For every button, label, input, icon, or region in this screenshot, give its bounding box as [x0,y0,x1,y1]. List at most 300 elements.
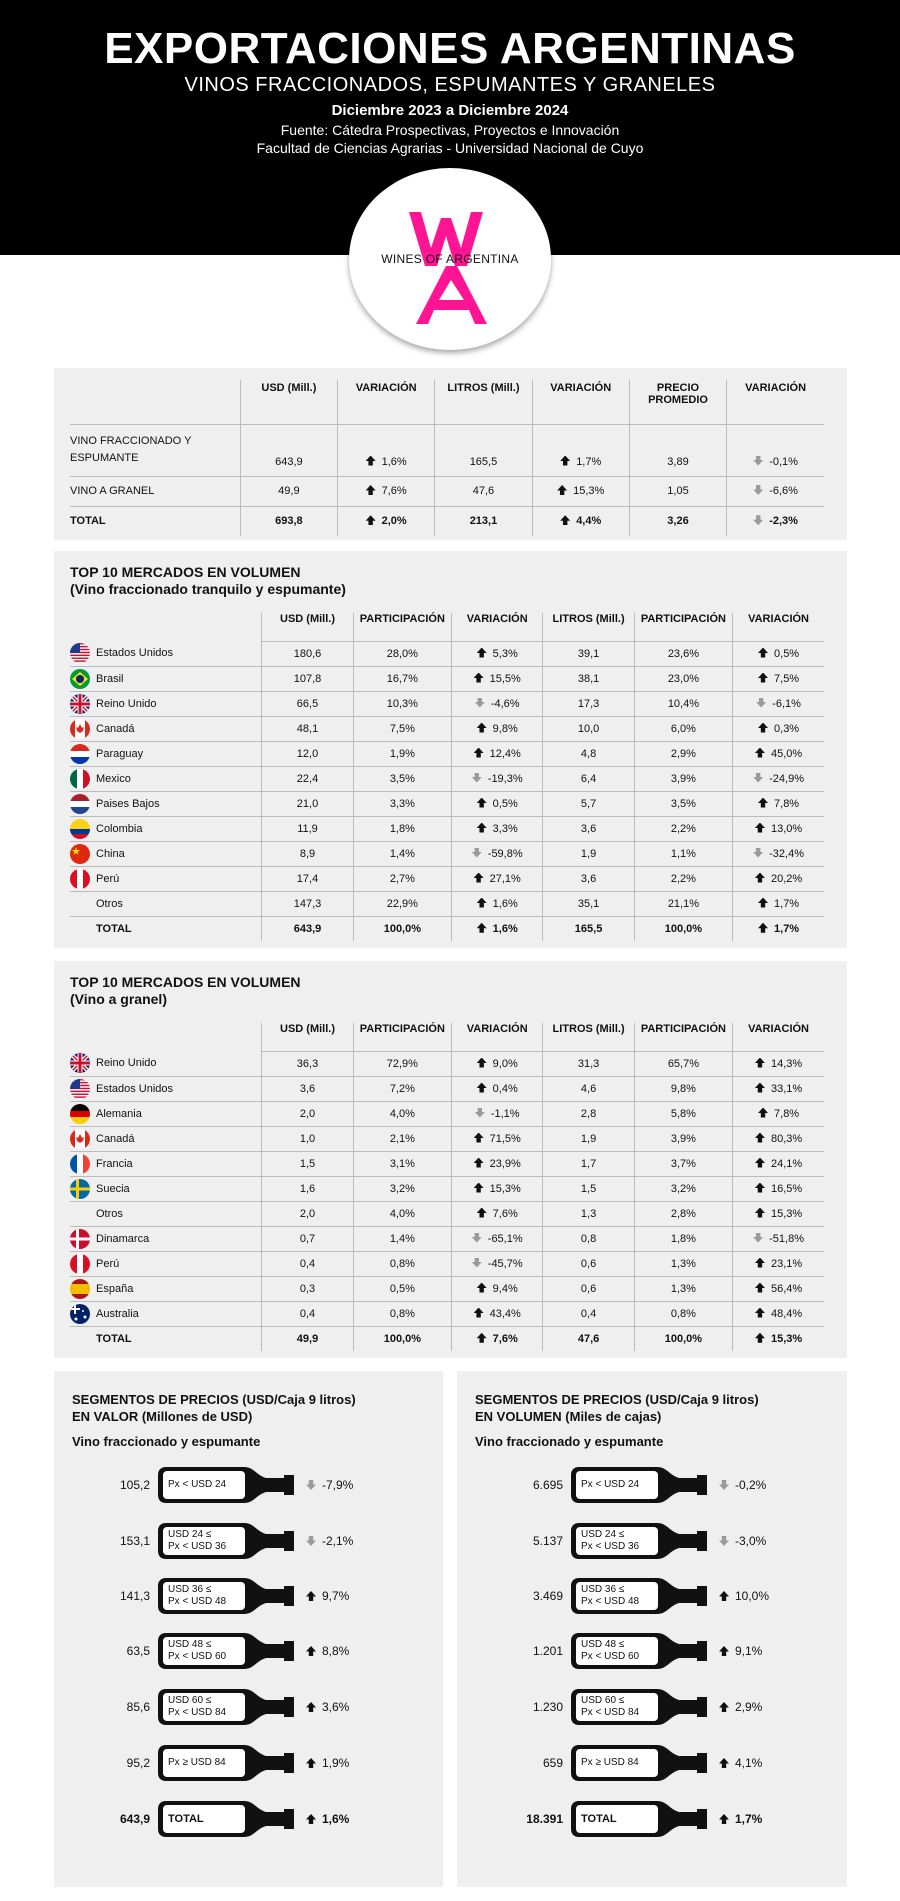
table-cell: 0,8% [353,1251,451,1276]
arrow-up-icon [755,1058,765,1068]
variation-value: 7,6% [381,485,407,497]
segment-row [457,1467,847,1503]
variation-value: -24,9% [769,772,804,785]
table-cell: 2,7% [353,866,451,891]
segment-label [168,1689,226,1725]
segment-label-text [581,1757,639,1769]
segment-variation-value: -0,2% [735,1478,767,1492]
variation-value: 1,6% [381,455,407,468]
arrow-up-icon [719,1646,729,1656]
variation-value: 1,6% [492,897,518,910]
period-label: Diciembre 2023 a Diciembre 2024 [331,102,569,119]
source-line-1: Fuente: Cátedra Prospectivas, Proyectos e Innovación [280,122,620,138]
arrow-up-icon [719,1591,729,1601]
country-cell [70,716,262,741]
summary-cell [727,476,824,506]
segment-bottle [158,1633,294,1669]
gb-flag-icon [70,694,90,714]
arrow-up-icon [755,873,765,883]
segment-label-line2: Px < USD 60 [168,1651,227,1662]
segment-variation [719,1534,766,1548]
pe-flag-icon [70,869,90,889]
table-cell [733,1201,824,1226]
column-header: PARTICIPACIÓN [353,1023,451,1051]
country-cell [70,1151,262,1176]
variation-value: 0,5% [492,797,518,810]
table-cell: 2,2% [634,866,732,891]
arrow-up-icon [758,1108,768,1118]
arrow-up-icon [755,748,765,758]
summary-cell [532,476,629,506]
table-cell: 4,0% [353,1201,451,1226]
table-cell: 0,7 [262,1226,353,1251]
segment-label [168,1523,226,1559]
segment-bottle [571,1689,707,1725]
segment-value: 659 [542,1756,563,1770]
country-name: Alemania [96,1107,142,1120]
table-cell [733,1101,824,1126]
arrow-up-icon [474,748,484,758]
pe-flag-icon [70,1254,90,1274]
summary-table [70,380,824,536]
segment-label-text [581,1639,639,1663]
arrow-up-icon [560,456,570,466]
granel-header-row [70,1023,824,1051]
segment-label [581,1801,617,1837]
table-cell [733,841,824,866]
arrow-up-icon [758,723,768,733]
table-cell: 23,0% [634,666,732,691]
table-cell [733,1226,824,1251]
arrow-down-icon [306,1480,316,1490]
nl-flag-icon [70,794,90,814]
country-cell [70,791,262,816]
summary-header-row [70,380,824,424]
segment-variation [306,1589,349,1603]
segment-label-line1: TOTAL [168,1813,204,1825]
arrow-up-icon [474,673,484,683]
table-cell: 3,2% [634,1176,732,1201]
table-cell: 5,7 [543,791,634,816]
segment-variation [719,1478,766,1492]
segment-label-text [581,1529,639,1553]
variation-value: 15,3% [770,1207,803,1220]
table-cell [452,1076,543,1101]
segment-row [54,1633,443,1669]
summary-cell [532,424,629,476]
arrow-up-icon [477,648,487,658]
variation-value: -51,8% [769,1232,804,1245]
flag-placeholder [70,894,90,914]
table-cell [733,791,824,816]
flag-placeholder [70,1204,90,1224]
segment-row [457,1745,847,1781]
segment-value: 153,1 [119,1534,150,1548]
table-cell: 1,6 [262,1176,353,1201]
summary-row-label: VINO A GRANEL [70,476,240,506]
arrow-up-icon [755,1133,765,1143]
segment-row [54,1578,443,1614]
table-cell [733,1051,824,1076]
segment-label-line2: Px < USD 48 [168,1596,227,1607]
arrow-up-icon [477,823,487,833]
table-cell [452,1201,543,1226]
variation-value: 1,6% [492,922,518,935]
variation-value: 9,4% [492,1282,518,1295]
table-row [70,641,824,666]
segment-label [168,1801,204,1837]
fraccionado-table [70,613,824,941]
segment-bottle [158,1689,294,1725]
arrow-up-icon [477,1083,487,1093]
variation-value: 9,8% [492,722,518,735]
summary-cell: 47,6 [435,476,532,506]
segment-label [581,1689,639,1725]
summary-panel [54,368,847,540]
arrow-down-icon [472,1233,482,1243]
country-cell [70,691,262,716]
segment-bottle [158,1578,294,1614]
table-row [70,791,824,816]
column-header: VARIACIÓN [733,613,824,641]
country-name: Colombia [96,822,143,835]
table-cell [452,766,543,791]
segments-value-panel [54,1371,443,1887]
arrow-up-icon [477,723,487,733]
segment-value: 3.469 [532,1589,563,1603]
table-cell: 28,0% [353,641,451,666]
table-cell: 165,5 [543,916,634,941]
fraccionado-title: TOP 10 MERCADOS EN VOLUMEN (Vino fraccionado tranquilo y espumante) [70,564,346,597]
segment-row [54,1801,443,1837]
table-cell [733,866,824,891]
table-row [70,1326,824,1351]
variation-value: 15,3% [573,485,605,497]
country-name: Perú [96,1257,120,1270]
table-cell [733,1251,824,1276]
table-row [70,1076,824,1101]
table-cell: 0,4 [262,1251,353,1276]
segment-bottle [571,1578,707,1614]
segment-label-line1: USD 60 ≤ [581,1695,625,1706]
table-cell: 22,9% [353,891,451,916]
table-cell: 21,1% [634,891,732,916]
country-cell [70,1326,262,1351]
variation-value: 15,5% [489,672,521,685]
variation-value: 7,6% [492,1332,518,1345]
segment-label-line1: USD 48 ≤ [168,1639,212,1650]
table-cell: 3,6 [543,866,634,891]
arrow-up-icon [474,1308,484,1318]
segment-bottle [158,1467,294,1503]
wines-of-argentina-logo [349,168,551,350]
arrow-up-icon [366,515,376,525]
segment-label [581,1578,639,1614]
cn-flag-icon [70,844,90,864]
arrow-up-icon [306,1646,316,1656]
segment-row [457,1523,847,1559]
table-cell: 0,6 [543,1276,634,1301]
table-cell: 16,7% [353,666,451,691]
table-row [70,1201,824,1226]
country-name: Perú [96,872,120,885]
segment-variation-value: 3,6% [322,1700,350,1714]
variation-value: 14,3% [770,1057,803,1070]
table-cell: 12,0 [262,741,353,766]
table-cell: 3,6 [262,1076,353,1101]
segment-label-text [168,1757,226,1769]
country-name: Paises Bajos [96,797,160,810]
table-cell: 0,6 [543,1251,634,1276]
arrow-up-icon [366,485,376,495]
arrow-up-icon [755,823,765,833]
table-cell: 0,8% [353,1301,451,1326]
segment-label-line1: Px < USD 24 [168,1479,227,1490]
table-cell: 3,3% [353,791,451,816]
table-row [70,766,824,791]
arrow-up-icon [306,1758,316,1768]
segment-variation [306,1756,349,1770]
segment-label [168,1745,226,1781]
country-name: Francia [96,1157,133,1170]
table-cell [733,1326,824,1351]
table-cell: 100,0% [353,1326,451,1351]
dk-flag-icon [70,1229,90,1249]
header-empty [70,1023,262,1051]
column-header: VARIACIÓN [733,1023,824,1051]
country-cell [70,866,262,891]
table-cell: 1,3% [634,1251,732,1276]
table-row [70,891,824,916]
flag-placeholder [70,919,90,939]
segment-bottle [158,1745,294,1781]
segment-label-text [168,1813,204,1825]
table-cell [452,1301,543,1326]
table-cell: 0,5% [353,1276,451,1301]
segment-variation [306,1534,353,1548]
variation-value: -19,3% [487,772,523,785]
table-cell: 23,6% [634,641,732,666]
column-header: VARIACIÓN [452,613,543,641]
table-cell [452,1151,543,1176]
arrow-up-icon [758,898,768,908]
logo-text: WINES OF ARGENTINA [381,252,519,266]
arrow-up-icon [719,1758,729,1768]
table-cell: 10,3% [353,691,451,716]
variation-value: 4,4% [576,515,602,528]
br-flag-icon [70,669,90,689]
segment-label-text [168,1529,226,1553]
variation-value: -1,1% [490,1107,520,1120]
table-cell [452,1326,543,1351]
country-name: Canadá [96,722,135,735]
variation-value: 24,1% [770,1157,803,1170]
arrow-up-icon [755,1208,765,1218]
ca-flag-icon [70,1129,90,1149]
table-cell: 1,9% [353,741,451,766]
segment-variation-value: 10,0% [735,1589,770,1603]
summary-cell [532,506,629,536]
segment-variation-value: 8,8% [322,1644,350,1658]
table-cell: 72,9% [353,1051,451,1076]
table-cell: 49,9 [262,1326,353,1351]
segment-label [581,1467,639,1503]
country-name: China [96,847,125,860]
segment-value: 6.695 [532,1478,563,1492]
country-name: Estados Unidos [96,1082,174,1095]
country-name: Estados Unidos [96,647,174,660]
table-cell: 7,2% [353,1076,451,1101]
table-cell: 0,8% [634,1301,732,1326]
table-cell: 38,1 [543,666,634,691]
arrow-down-icon [753,515,763,525]
segment-value: 105,2 [119,1478,150,1492]
es-flag-icon [70,1279,90,1299]
segment-variation-value: -3,0% [735,1534,767,1548]
table-cell: 1,8% [634,1226,732,1251]
table-row [70,691,824,716]
table-row [70,1126,824,1151]
table-row [70,1276,824,1301]
table-cell: 36,3 [262,1051,353,1076]
segment-label-text [168,1479,226,1491]
country-cell [70,1251,262,1276]
arrow-up-icon [474,1158,484,1168]
segment-label [168,1633,226,1669]
arrow-up-icon [477,1058,487,1068]
table-cell: 6,4 [543,766,634,791]
segment-label [581,1633,639,1669]
segment-variation-value: -7,9% [322,1478,354,1492]
country-name: Otros [96,897,123,910]
summary-header-cell: PRECIO PROMEDIO [629,380,726,424]
se-flag-icon [70,1179,90,1199]
column-header: PARTICIPACIÓN [634,613,732,641]
table-cell: 107,8 [262,666,353,691]
table-cell: 17,4 [262,866,353,891]
arrow-down-icon [306,1536,316,1546]
arrow-down-icon [753,773,763,783]
table-cell [733,741,824,766]
table-cell [452,1176,543,1201]
table-cell: 2,8 [543,1101,634,1126]
table-cell: 100,0% [634,916,732,941]
summary-row [70,476,824,506]
summary-cell: 3,89 [629,424,726,476]
segment-row [54,1689,443,1725]
arrow-up-icon [477,923,487,933]
country-name: TOTAL [96,922,132,935]
variation-value: 7,5% [774,672,800,685]
table-cell: 21,0 [262,791,353,816]
country-cell [70,1201,262,1226]
column-header: PARTICIPACIÓN [634,1023,732,1051]
arrow-up-icon [306,1702,316,1712]
variation-value: 15,3% [489,1182,521,1195]
granel-table [70,1023,824,1351]
variation-value: -4,6% [490,697,520,710]
arrow-up-icon [474,1133,484,1143]
arrow-down-icon [753,485,763,495]
segment-label [168,1467,226,1503]
arrow-down-icon [472,773,482,783]
segment-bottle [571,1523,707,1559]
country-name: Mexico [96,772,131,785]
table-cell: 180,6 [262,641,353,666]
variation-value: 7,8% [774,1107,800,1120]
arrow-up-icon [758,798,768,808]
table-cell: 5,8% [634,1101,732,1126]
arrow-up-icon [477,898,487,908]
table-cell: 3,5% [353,766,451,791]
segment-label-text [168,1695,226,1719]
py-flag-icon [70,744,90,764]
segment-variation-value: 1,6% [322,1812,350,1826]
arrow-up-icon [477,1333,487,1343]
variation-value: 56,4% [770,1282,803,1295]
variation-value: 7,8% [774,797,800,810]
segment-row [457,1689,847,1725]
segment-label-line2: Px < USD 84 [168,1707,227,1718]
arrow-up-icon [755,1333,765,1343]
segments-volume-subtitle: Vino fraccionado y espumante [475,1434,664,1449]
country-cell [70,816,262,841]
table-cell: 3,5% [634,791,732,816]
summary-row [70,424,824,476]
country-name: Otros [96,1207,123,1220]
fraccionado-panel [54,551,847,948]
table-cell [452,1101,543,1126]
table-cell: 6,0% [634,716,732,741]
table-row [70,1226,824,1251]
variation-value: -6,6% [769,485,798,497]
de-flag-icon [70,1104,90,1124]
au-flag-icon [70,1304,90,1324]
table-cell: 2,1% [353,1126,451,1151]
segment-bottle [571,1801,707,1837]
segment-variation-value: -2,1% [322,1534,354,1548]
segment-value: 18.391 [526,1812,563,1826]
table-cell: 2,2% [634,816,732,841]
variation-value: 23,9% [489,1157,521,1170]
table-row [70,666,824,691]
country-cell [70,916,262,941]
table-cell: 0,4 [543,1301,634,1326]
table-cell [733,1301,824,1326]
arrow-down-icon [719,1536,729,1546]
segment-label-line1: USD 24 ≤ [581,1529,625,1540]
country-cell [70,766,262,791]
table-cell: 1,8% [353,816,451,841]
segment-variation [306,1812,349,1826]
table-cell: 47,6 [543,1326,634,1351]
segment-variation [306,1644,349,1658]
country-name: España [96,1282,134,1295]
table-row [70,1301,824,1326]
country-name: Reino Unido [96,697,157,710]
arrow-up-icon [306,1814,316,1824]
segment-value: 141,3 [119,1589,150,1603]
arrow-up-icon [758,648,768,658]
table-cell [733,1176,824,1201]
table-cell [733,1126,824,1151]
variation-value: 13,0% [770,822,803,835]
variation-value: 27,1% [489,872,521,885]
summary-cell: 693,8 [240,506,337,536]
arrow-down-icon [472,848,482,858]
table-row [70,1251,824,1276]
table-cell: 147,3 [262,891,353,916]
